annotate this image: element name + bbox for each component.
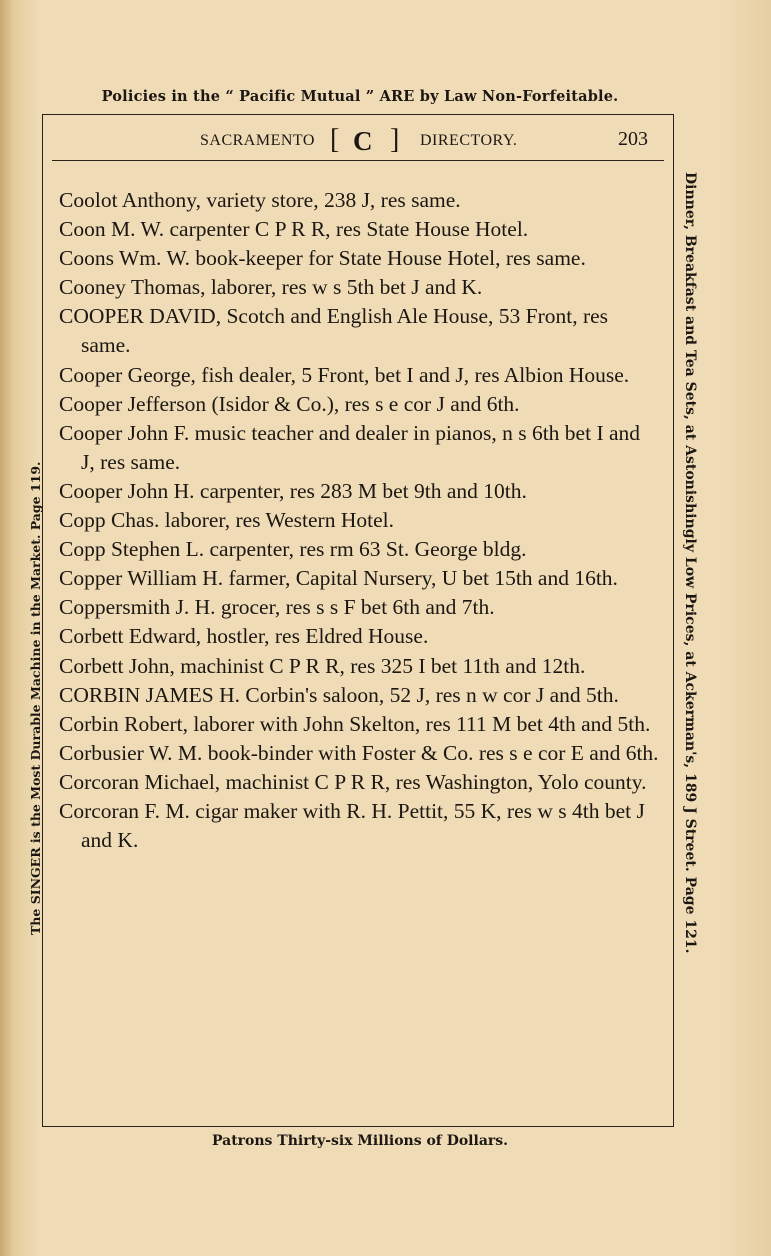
top-advertisement-banner: Policies in the “ Pacific Mutual ” ARE by Law Non-Forfeitable. bbox=[101, 88, 619, 105]
directory-entries bbox=[59, 186, 659, 855]
directory-entry: Coppersmith J. H. grocer, res s s F bet 6th and 7th. bbox=[59, 595, 495, 620]
directory-entry: CORBIN JAMES H. Corbin's saloon, 52 J, res n w cor J and 5th. bbox=[59, 682, 619, 707]
directory-entry: Copper William H. farmer, Capital Nursery, U bet 15th and 16th. bbox=[59, 566, 618, 591]
directory-entry: Corbusier W. M. book-binder with Foster & Co. res s e cor E and 6th. bbox=[59, 740, 659, 765]
directory-entry: Corcoran F. M. cigar maker with R. H. Pettit, 55 K, res w s 4th bet J and K. bbox=[59, 798, 645, 853]
header-section-letter: C bbox=[353, 126, 373, 156]
directory-entry: Cooney Thomas, laborer, res w s 5th bet J and K. bbox=[59, 275, 483, 300]
page-number: 203 bbox=[618, 128, 648, 150]
directory-entry: Corbett Edward, hostler, res Eldred House. bbox=[59, 624, 429, 649]
header-bracket-left: [ bbox=[330, 124, 340, 155]
directory-entry: Cooper George, fish dealer, 5 Front, bet I and J, res Albion House. bbox=[59, 362, 630, 387]
header-city: SACRAMENTO bbox=[200, 132, 315, 149]
directory-entry: Coon M. W. carpenter C P R R, res State House Hotel. bbox=[59, 217, 529, 242]
directory-entry: COOPER DAVID, Scotch and English Ale House, 53 Front, res same. bbox=[59, 304, 609, 358]
directory-entry: Cooper John H. carpenter, res 283 M bet 9th and 10th. bbox=[59, 478, 527, 503]
right-margin-advertisement: Dinner, Breakfast and Tea Sets, at Astonishingly Low Prices, at Ackerman's, 189 J Street. Page 121. bbox=[682, 172, 698, 954]
directory-entry: Corcoran Michael, machinist C P R R, res Washington, Yolo county. bbox=[59, 769, 647, 794]
directory-entry: Corbin Robert, laborer with John Skelton, res 111 M bet 4th and 5th. bbox=[59, 711, 651, 736]
directory-entry: Cooper Jefferson (Isidor & Co.), res s e cor J and 6th. bbox=[59, 391, 520, 416]
directory-entry: Corbett John, machinist C P R R, res 325 I bet 11th and 12th. bbox=[59, 653, 586, 678]
page-header bbox=[52, 124, 664, 158]
directory-entry: Coolot Anthony, variety store, 238 J, res same. bbox=[59, 188, 461, 212]
bottom-advertisement-banner: Patrons Thirty-six Millions of Dollars. bbox=[211, 1133, 509, 1149]
directory-entry: Cooper John F. music teacher and dealer in pianos, n s 6th bet I and J, res same. bbox=[59, 420, 641, 474]
header-directory-label: DIRECTORY. bbox=[420, 132, 518, 149]
left-margin-advertisement: The SINGER is the Most Durable Machine in the Market. Page 119. bbox=[28, 461, 43, 935]
header-bracket-right: ] bbox=[390, 124, 400, 155]
directory-entry: Copp Chas. laborer, res Western Hotel. bbox=[59, 508, 394, 533]
directory-entry: Copp Stephen L. carpenter, res rm 63 St. George bldg. bbox=[59, 537, 527, 562]
directory-entry: Coons Wm. W. book-keeper for State House Hotel, res same. bbox=[59, 246, 586, 271]
header-rule bbox=[52, 160, 664, 161]
